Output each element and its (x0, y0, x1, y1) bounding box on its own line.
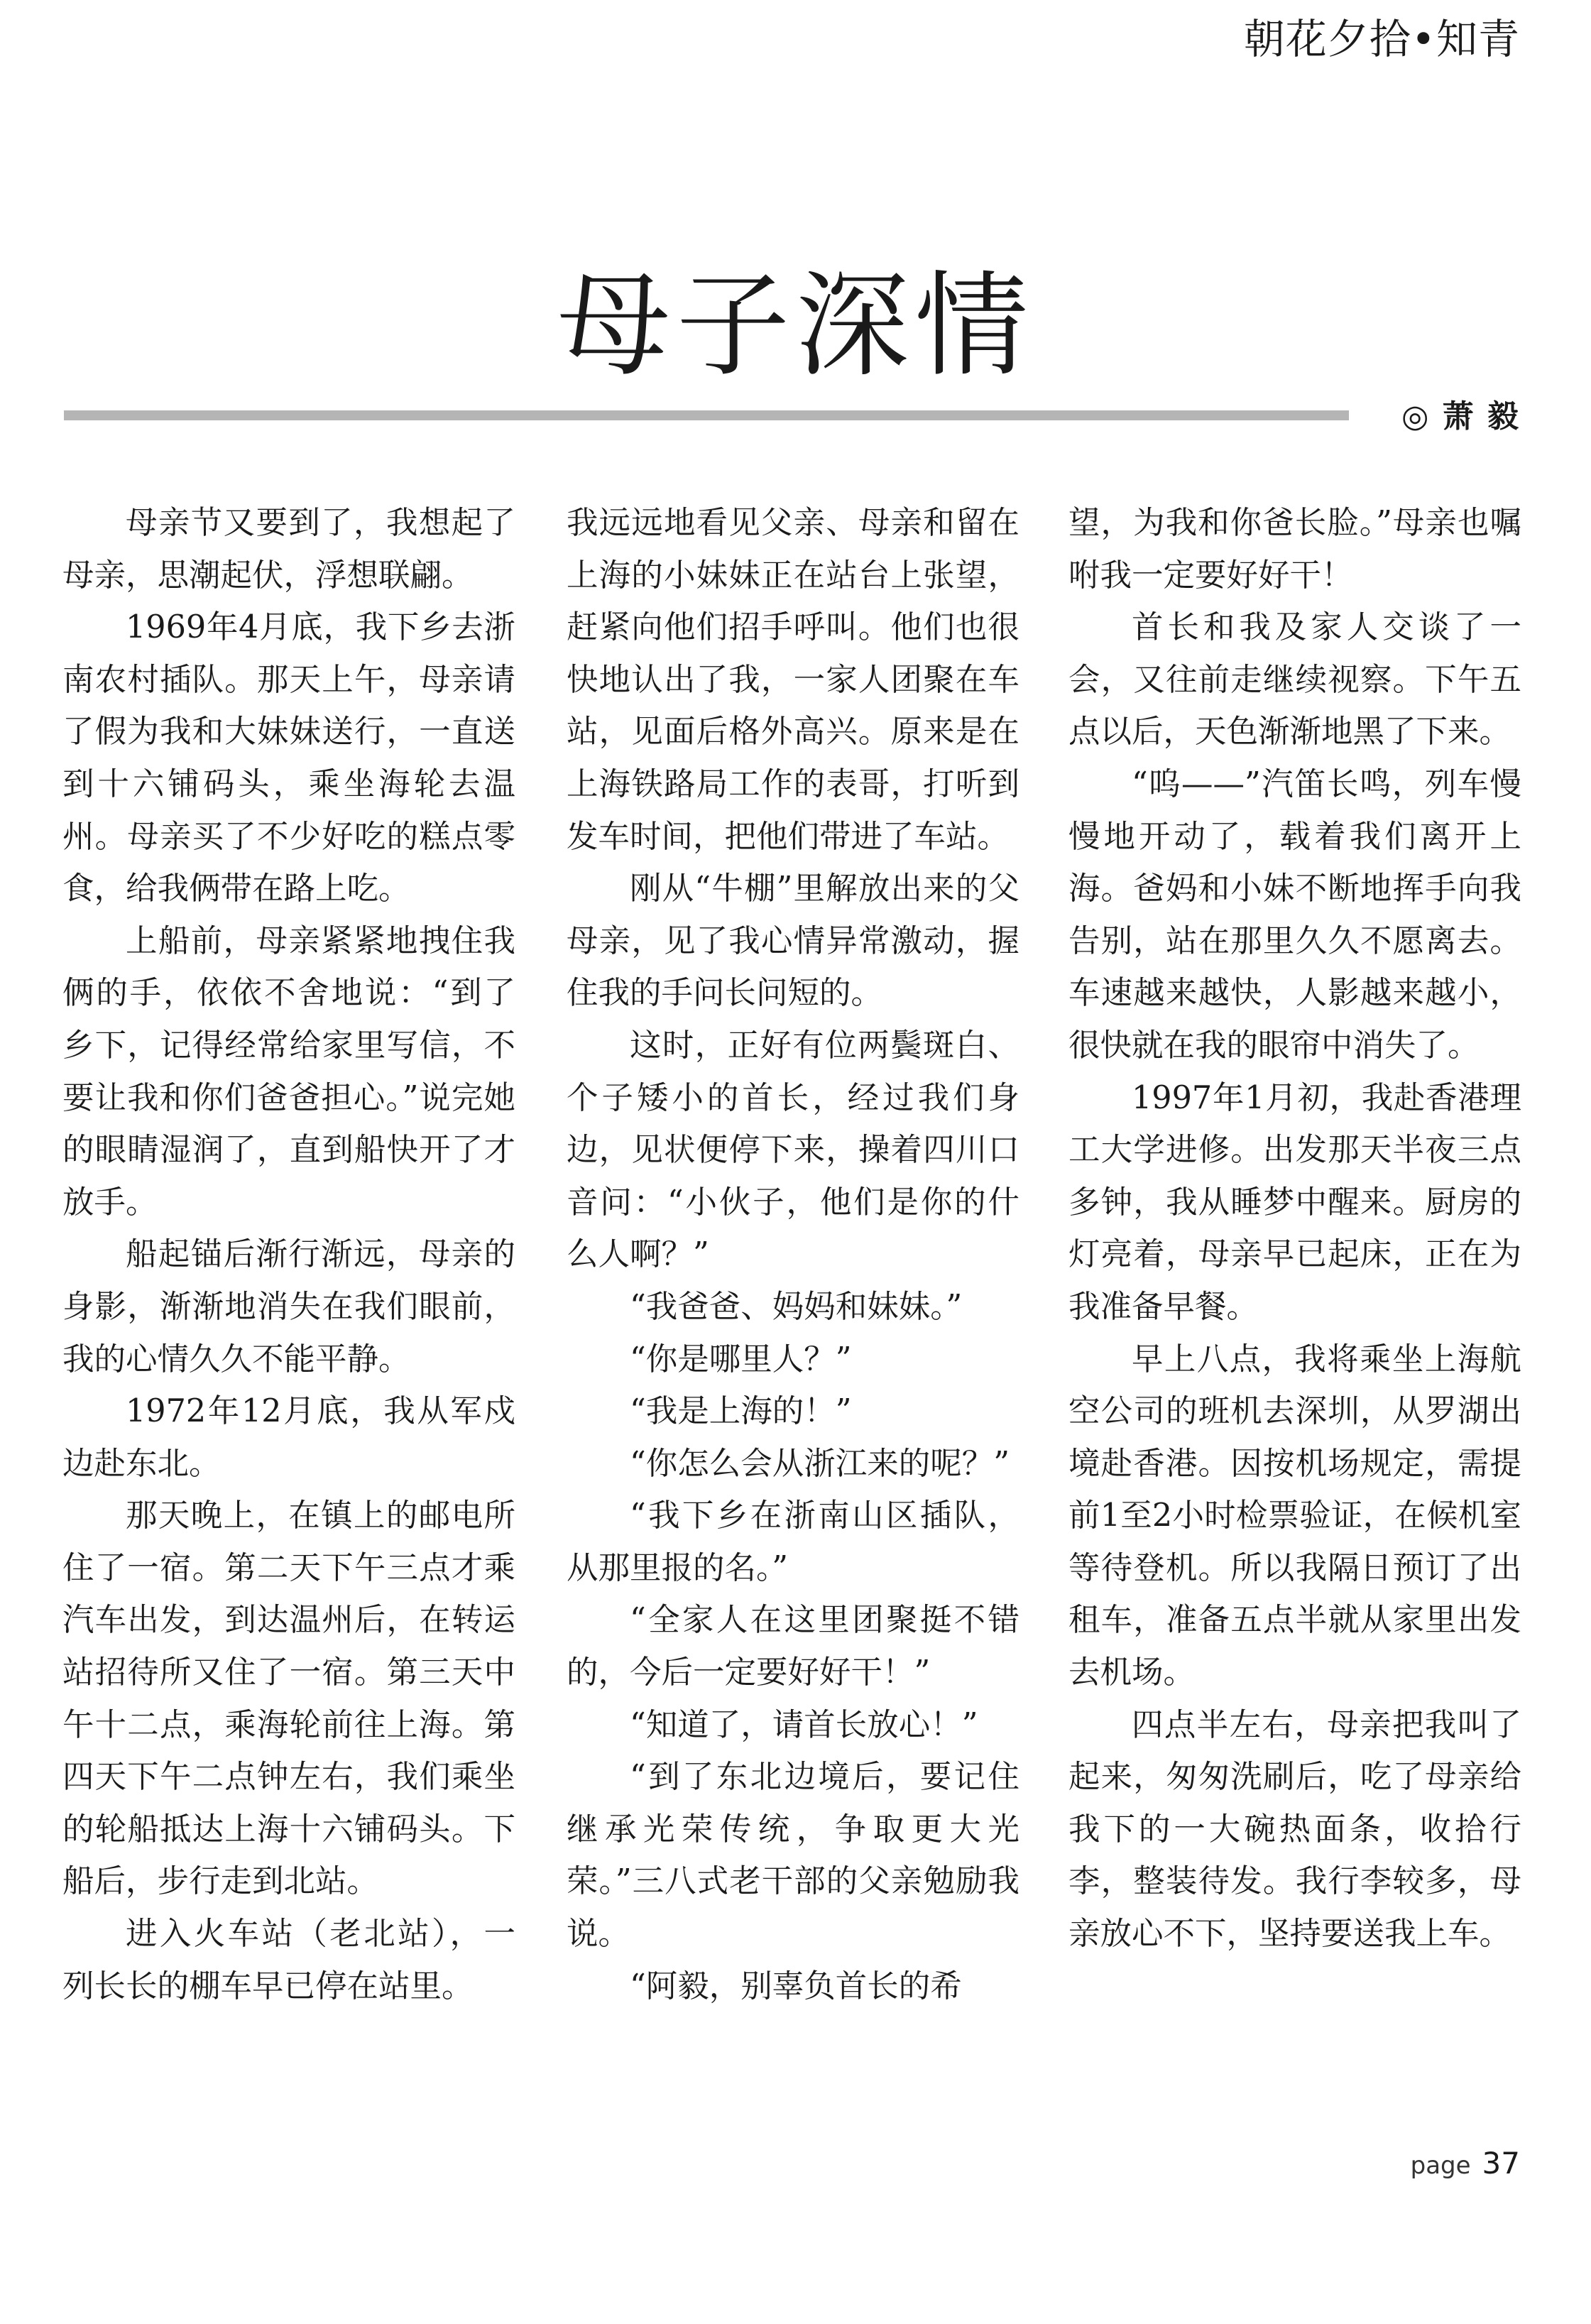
body-paragraph: “知道了，请首长放心！” (630, 1706, 978, 1743)
text-column-3 (1068, 497, 1521, 1960)
body-paragraph: 那天晚上，在镇上的邮电所住了一宿。第二天下午三点才乘汽车出发，到达温州后，在转运站招待所又住了一宿。第三天中午十二点，乘海轮前往上海。第四天下午二点钟左右，我们乘坐的轮船抵达上海十六铺码头。下船后，步行走到北站。 (62, 1497, 515, 1900)
body-paragraph: “你是哪里人？” (630, 1341, 852, 1378)
text-column-1 (62, 497, 515, 2012)
body-paragraph: 我远远地看见父亲、母亲和留在上海的小妹妹正在站台上张望，赶紧向他们招手呼叫。他们也很快地认出了我，一家人团聚在车站，见面后格外高兴。原来是在上海铁路局工作的表哥，打听到发车时间，把他们带进了车站。 (567, 505, 1019, 855)
body-paragraph: “我爸爸、妈妈和妹妹。” (630, 1288, 963, 1325)
body-paragraph: 上船前，母亲紧紧地拽住我俩的手，依依不舍地说：“到了乡下，记得经常给家里写信，不要让我和你们爸爸担心。”说完她的眼睛湿润了，直到船快开了才放手。 (62, 922, 515, 1221)
body-paragraph: 首长和我及家人交谈了一会，又往前走继续视察。下午五点以后，天色渐渐地黑了下来。 (1068, 609, 1521, 751)
body-paragraph: 船起锚后渐行渐远，母亲的身影，渐渐地消失在我们眼前，我的心情久久不能平静。 (62, 1236, 515, 1378)
body-paragraph: 进入火车站（老北站），一列长长的棚车早已停在站里。 (62, 1916, 515, 2004)
body-paragraph: 这时，正好有位两鬓斑白、个子矮小的首长，经过我们身边，见状便停下来，操着四川口音问：“小伙子，他们是你的什么人啊？” (567, 1027, 1019, 1273)
page-number: 37 (1482, 2146, 1520, 2181)
article-author: ◎ 萧 毅 (1401, 398, 1520, 435)
body-paragraph: “我下乡在浙南山区插队，从那里报的名。” (567, 1497, 1019, 1586)
body-paragraph: “阿毅，别辜负首长的希 (630, 1968, 962, 2004)
body-paragraph: 1972年12月底，我从军戍边赴东北。 (62, 1393, 515, 1482)
page-label: page (1410, 2151, 1471, 2180)
body-paragraph: 早上八点，我将乘坐上海航空公司的班机去深圳，从罗湖出境赴香港。因按机场规定，需提前1至2小时检票验证，在候机室等待登机。所以我隔日预订了出租车，准备五点半就从家里出发去机场。 (1068, 1341, 1521, 1691)
body-paragraph: 四点半左右，母亲把我叫了起来，匆匆洗刷后，吃了母亲给我下的一大碗热面条，收拾行李，整装待发。我行李较多，母亲放心不下，坚持要送我上车。 (1068, 1706, 1521, 1953)
body-paragraph: “全家人在这里团聚挺不错的，今后一定要好好干！” (567, 1602, 1019, 1691)
body-paragraph: 母亲节又要到了，我想起了母亲，思潮起伏，浮想联翩。 (62, 505, 515, 594)
body-paragraph: “我是上海的！” (630, 1393, 852, 1430)
body-paragraph: 1969年4月底，我下乡去浙南农村插队。那天上午，母亲请了假为我和大妹妹送行，一直送到十六铺码头，乘坐海轮去温州。母亲买了不少好吃的糕点零食，给我俩带在路上吃。 (62, 609, 515, 907)
body-paragraph: “呜——”汽笛长鸣，列车慢慢地开动了，载着我们离开上海。爸妈和小妹不断地挥手向我告别，站在那里久久不愿离去。车速越来越快，人影越来越小，很快就在我的眼帘中消失了。 (1068, 765, 1521, 1064)
body-paragraph: 望，为我和你爸长脸。”母亲也嘱咐我一定要好好干！ (1068, 505, 1521, 594)
body-paragraph: 刚从“牛棚”里解放出来的父母亲，见了我心情异常激动，握住我的手问长问短的。 (567, 871, 1019, 1012)
body-paragraph: “到了东北边境后，要记住继承光荣传统，争取更大光荣。”三八式老干部的父亲勉励我说。 (567, 1759, 1019, 1953)
title-divider (64, 410, 1349, 420)
section-label: 朝花夕拾•知青 (1243, 15, 1520, 63)
body-paragraph: “你怎么会从浙江来的呢？” (630, 1445, 1010, 1482)
page-footer (1411, 2146, 1520, 2181)
text-column-2 (567, 497, 1019, 2012)
body-paragraph: 1997年1月初，我赴香港理工大学进修。出发那天半夜三点多钟，我从睡梦中醒来。厨房的灯亮着，母亲早已起床，正在为我准备早餐。 (1068, 1079, 1521, 1325)
article-title: 母子深情 (557, 259, 1034, 392)
